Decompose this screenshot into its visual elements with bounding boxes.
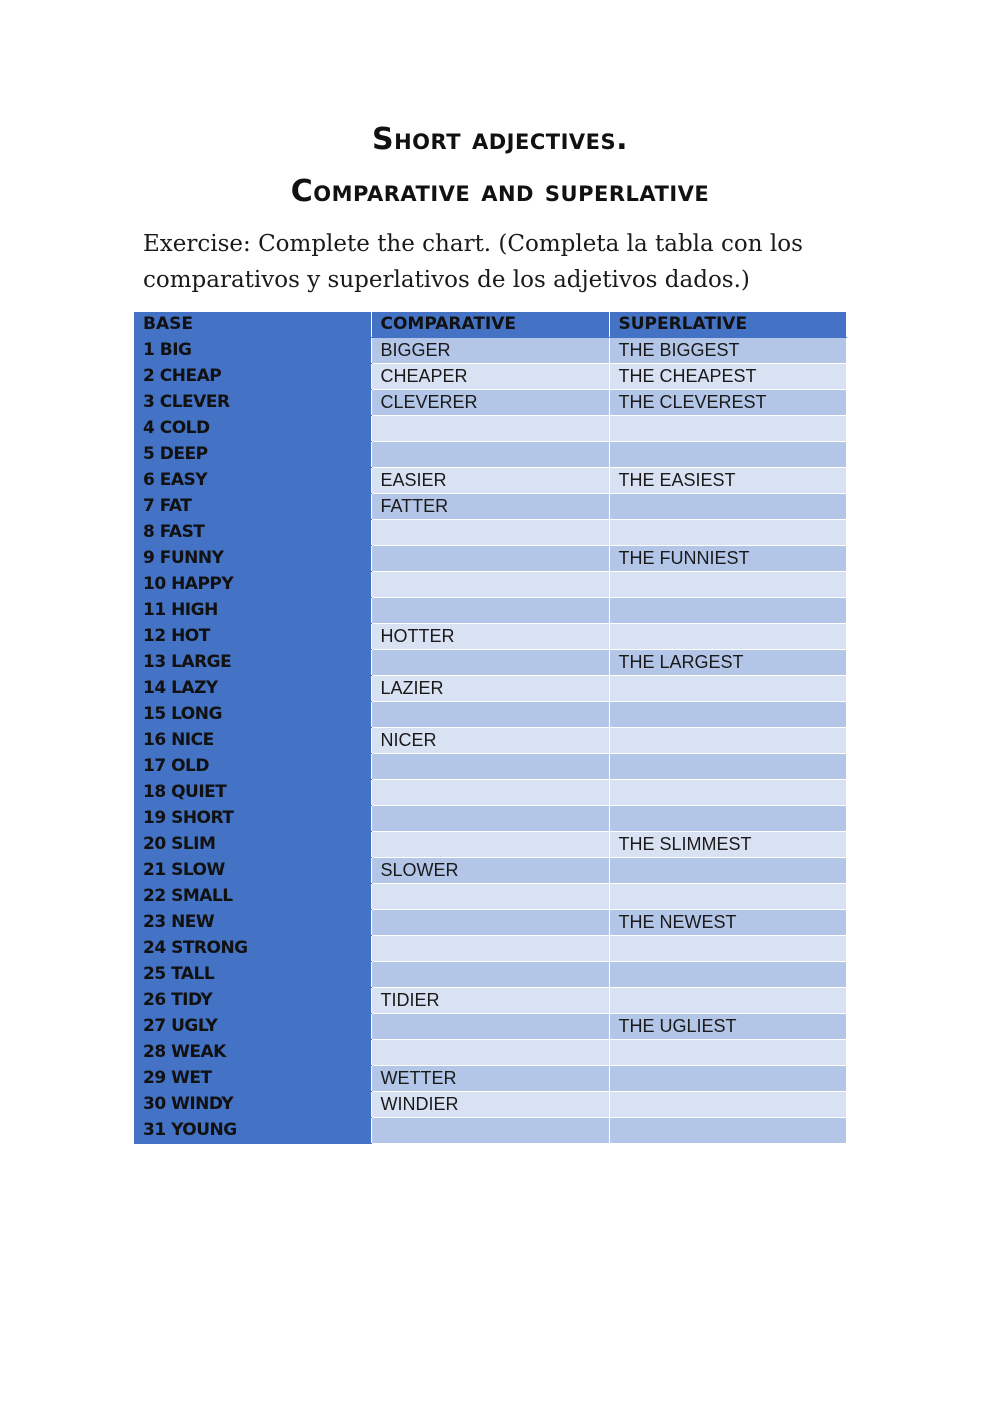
base-adjective-cell: 4 COLD xyxy=(134,416,371,442)
table-row xyxy=(134,676,846,702)
comparative-cell[interactable]: BIGGER xyxy=(371,338,609,364)
superlative-cell[interactable]: THE CLEVEREST xyxy=(609,390,846,416)
base-adjective-cell: 10 HAPPY xyxy=(134,572,371,598)
exercise-instructions: Exercise: Complete the chart. (Completa la tabla con los comparativos y superlativos de los adjetivos dados.) xyxy=(143,231,803,293)
base-adjective-cell: 12 HOT xyxy=(134,624,371,650)
table-body xyxy=(134,338,846,1144)
base-adjective-cell: 22 SMALL xyxy=(134,884,371,910)
superlative-cell[interactable] xyxy=(609,520,846,546)
table-row xyxy=(134,624,846,650)
base-adjective-cell: 24 STRONG xyxy=(134,936,371,962)
comparative-cell[interactable] xyxy=(371,962,609,988)
table-row xyxy=(134,910,846,936)
table-row xyxy=(134,338,846,364)
base-adjective-cell: 1 BIG xyxy=(134,338,371,364)
comparative-cell[interactable]: TIDIER xyxy=(371,988,609,1014)
comparative-cell[interactable] xyxy=(371,598,609,624)
comparative-cell[interactable]: SLOWER xyxy=(371,858,609,884)
superlative-cell[interactable] xyxy=(609,416,846,442)
comparative-cell[interactable]: FATTER xyxy=(371,494,609,520)
table-row xyxy=(134,832,846,858)
comparative-cell[interactable]: CLEVERER xyxy=(371,390,609,416)
comparative-cell[interactable] xyxy=(371,884,609,910)
comparative-cell[interactable] xyxy=(371,806,609,832)
table-row xyxy=(134,1014,846,1040)
base-adjective-cell: 23 NEW xyxy=(134,910,371,936)
superlative-cell[interactable]: THE UGLIEST xyxy=(609,1014,846,1040)
header-superlative: SUPERLATIVE xyxy=(609,312,846,338)
comparative-cell[interactable] xyxy=(371,936,609,962)
superlative-cell[interactable] xyxy=(609,806,846,832)
superlative-cell[interactable] xyxy=(609,988,846,1014)
table-row xyxy=(134,1118,846,1144)
table-header-row xyxy=(134,312,846,338)
table-row xyxy=(134,390,846,416)
base-adjective-cell: 30 WINDY xyxy=(134,1092,371,1118)
superlative-cell[interactable]: THE SLIMMEST xyxy=(609,832,846,858)
superlative-cell[interactable]: THE LARGEST xyxy=(609,650,846,676)
superlative-cell[interactable]: THE NEWEST xyxy=(609,910,846,936)
superlative-cell[interactable] xyxy=(609,1118,846,1144)
header-comparative: COMPARATIVE xyxy=(371,312,609,338)
base-adjective-cell: 6 EASY xyxy=(134,468,371,494)
superlative-cell[interactable]: THE CHEAPEST xyxy=(609,364,846,390)
comparative-cell[interactable]: EASIER xyxy=(371,468,609,494)
base-adjective-cell: 7 FAT xyxy=(134,494,371,520)
table-row xyxy=(134,1092,846,1118)
superlative-cell[interactable]: THE EASIEST xyxy=(609,468,846,494)
comparative-cell[interactable]: LAZIER xyxy=(371,676,609,702)
base-adjective-cell: 17 OLD xyxy=(134,754,371,780)
table-row xyxy=(134,1066,846,1092)
comparative-cell[interactable] xyxy=(371,910,609,936)
comparative-cell[interactable] xyxy=(371,780,609,806)
comparative-cell[interactable] xyxy=(371,1118,609,1144)
base-adjective-cell: 28 WEAK xyxy=(134,1040,371,1066)
table-row xyxy=(134,858,846,884)
base-adjective-cell: 11 HIGH xyxy=(134,598,371,624)
comparative-cell[interactable] xyxy=(371,754,609,780)
superlative-cell[interactable] xyxy=(609,598,846,624)
comparative-cell[interactable]: HOTTER xyxy=(371,624,609,650)
superlative-cell[interactable] xyxy=(609,442,846,468)
comparative-cell[interactable] xyxy=(371,520,609,546)
comparative-cell[interactable] xyxy=(371,832,609,858)
table-row xyxy=(134,962,846,988)
table-row xyxy=(134,702,846,728)
base-adjective-cell: 2 CHEAP xyxy=(134,364,371,390)
superlative-cell[interactable] xyxy=(609,962,846,988)
table-row xyxy=(134,650,846,676)
superlative-cell[interactable] xyxy=(609,754,846,780)
comparative-cell[interactable] xyxy=(371,702,609,728)
comparative-cell[interactable] xyxy=(371,1014,609,1040)
base-adjective-cell: 3 CLEVER xyxy=(134,390,371,416)
superlative-cell[interactable] xyxy=(609,858,846,884)
table-row xyxy=(134,468,846,494)
table-row xyxy=(134,416,846,442)
base-adjective-cell: 18 QUIET xyxy=(134,780,371,806)
superlative-cell[interactable] xyxy=(609,572,846,598)
title-line-2: Comparative and superlative xyxy=(290,174,710,209)
superlative-cell[interactable] xyxy=(609,624,846,650)
base-adjective-cell: 20 SLIM xyxy=(134,832,371,858)
base-adjective-cell: 5 DEEP xyxy=(134,442,371,468)
base-adjective-cell: 31 YOUNG xyxy=(134,1118,371,1144)
table-row xyxy=(134,494,846,520)
superlative-cell[interactable] xyxy=(609,780,846,806)
comparative-cell[interactable] xyxy=(371,572,609,598)
base-adjective-cell: 15 LONG xyxy=(134,702,371,728)
base-adjective-cell: 26 TIDY xyxy=(134,988,371,1014)
table-row xyxy=(134,520,846,546)
comparative-cell[interactable] xyxy=(371,442,609,468)
superlative-cell[interactable] xyxy=(609,676,846,702)
table-row xyxy=(134,728,846,754)
table-row xyxy=(134,572,846,598)
table-row xyxy=(134,754,846,780)
header-base: BASE xyxy=(134,312,371,338)
superlative-cell[interactable] xyxy=(609,1066,846,1092)
superlative-cell[interactable] xyxy=(609,728,846,754)
title-line-1: Short adjectives. xyxy=(371,122,629,157)
table-row xyxy=(134,442,846,468)
base-adjective-cell: 9 FUNNY xyxy=(134,546,371,572)
superlative-cell[interactable] xyxy=(609,702,846,728)
table-row xyxy=(134,936,846,962)
superlative-cell[interactable]: THE BIGGEST xyxy=(609,338,846,364)
base-adjective-cell: 8 FAST xyxy=(134,520,371,546)
base-adjective-cell: 19 SHORT xyxy=(134,806,371,832)
superlative-cell[interactable]: THE FUNNIEST xyxy=(609,546,846,572)
superlative-cell[interactable] xyxy=(609,884,846,910)
adjectives-chart xyxy=(134,312,847,1144)
comparative-cell[interactable] xyxy=(371,416,609,442)
superlative-cell[interactable] xyxy=(609,1040,846,1066)
base-adjective-cell: 21 SLOW xyxy=(134,858,371,884)
superlative-cell[interactable] xyxy=(609,1092,846,1118)
table-row xyxy=(134,988,846,1014)
comparative-cell[interactable] xyxy=(371,1040,609,1066)
base-adjective-cell: 13 LARGE xyxy=(134,650,371,676)
comparative-cell[interactable] xyxy=(371,546,609,572)
table-row xyxy=(134,806,846,832)
base-adjective-cell: 29 WET xyxy=(134,1066,371,1092)
comparative-cell[interactable]: WETTER xyxy=(371,1066,609,1092)
superlative-cell[interactable] xyxy=(609,494,846,520)
base-adjective-cell: 27 UGLY xyxy=(134,1014,371,1040)
table-row xyxy=(134,598,846,624)
table-row xyxy=(134,884,846,910)
table-row xyxy=(134,1040,846,1066)
table-row xyxy=(134,546,846,572)
table-row xyxy=(134,364,846,390)
comparative-cell[interactable]: CHEAPER xyxy=(371,364,609,390)
comparative-cell[interactable]: NICER xyxy=(371,728,609,754)
base-adjective-cell: 16 NICE xyxy=(134,728,371,754)
table-row xyxy=(134,780,846,806)
comparative-cell[interactable] xyxy=(371,650,609,676)
base-adjective-cell: 25 TALL xyxy=(134,962,371,988)
superlative-cell[interactable] xyxy=(609,936,846,962)
base-adjective-cell: 14 LAZY xyxy=(134,676,371,702)
comparative-cell[interactable]: WINDIER xyxy=(371,1092,609,1118)
